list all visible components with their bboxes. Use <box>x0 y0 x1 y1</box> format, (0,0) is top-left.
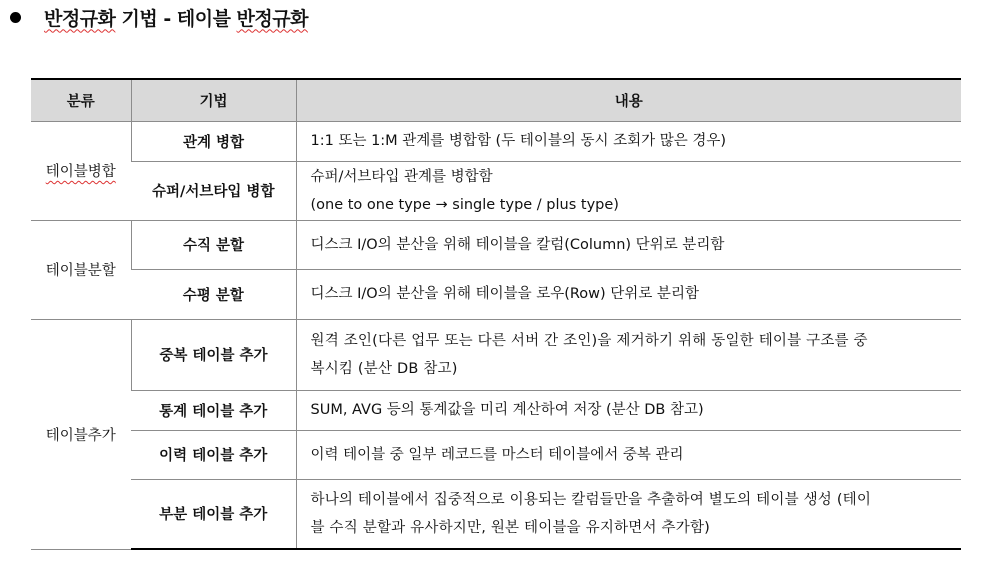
table-header-row <box>31 79 961 121</box>
content-line: 이력 테이블 중 일부 레코드를 마스터 테이블에서 중복 관리 <box>310 446 684 463</box>
content-cell <box>296 430 961 479</box>
title-word-2: 기법 - 테이블 <box>115 7 237 30</box>
content-cell <box>296 479 961 549</box>
table-row <box>31 269 961 319</box>
title-word-1: 반정규화 <box>44 7 116 30</box>
content-line: 원격 조인(다른 업무 또는 다른 서버 간 조인)을 제거하기 위해 동일한 테이블 구조를 중 <box>310 332 868 349</box>
section-heading <box>10 2 308 32</box>
table-row <box>31 390 961 430</box>
category-cell: 테이블분할 <box>31 220 131 319</box>
table-row <box>31 479 961 549</box>
technique-cell: 통계 테이블 추가 <box>131 390 296 430</box>
content-cell <box>296 220 961 269</box>
category-label: 테이블병합 <box>45 164 116 180</box>
content-cell <box>296 161 961 220</box>
header-category: 분류 <box>31 79 131 121</box>
content-cell <box>296 390 961 430</box>
category-cell <box>31 121 131 220</box>
content-line: SUM, AVG 등의 통계값을 미리 계산하여 저장 (분산 DB 참고) <box>310 402 704 418</box>
bullet-icon <box>10 12 21 23</box>
content-line: 1:1 또는 1:M 관계를 병합함 (두 테이블의 동시 조회가 많은 경우) <box>310 133 727 149</box>
table-row <box>31 430 961 479</box>
content-cell <box>296 319 961 390</box>
content-line: 디스크 I/O의 분산을 위해 테이블을 로우(Row) 단위로 분리함 <box>310 286 699 302</box>
technique-cell: 관계 병합 <box>131 121 296 161</box>
content-line: 디스크 I/O의 분산을 위해 테이블을 칼럼(Column) 단위로 분리함 <box>310 236 725 253</box>
header-content: 내용 <box>296 79 961 121</box>
category-cell: 테이블추가 <box>31 319 131 549</box>
title-word-3: 반정규화 <box>236 7 308 30</box>
technique-cell: 중복 테이블 추가 <box>131 319 296 390</box>
page-title <box>44 4 308 31</box>
content-line: (one to one type → single type / plus type) <box>310 196 619 213</box>
technique-cell: 수직 분할 <box>131 220 296 269</box>
technique-cell: 이력 테이블 추가 <box>131 430 296 479</box>
content-cell <box>296 269 961 319</box>
table-row <box>31 121 961 161</box>
content-line: 블 수직 분할과 유사하지만, 원본 테이블을 유지하면서 추가함) <box>310 519 711 536</box>
content-line: 복시킴 (분산 DB 참고) <box>310 360 458 377</box>
table-row <box>31 220 961 269</box>
content-line: 하나의 테이블에서 집중적으로 이용되는 칼럼들만을 추출하여 별도의 테이블 생성 (테이 <box>310 491 872 508</box>
denormalization-table <box>31 78 961 550</box>
header-technique: 기법 <box>131 79 296 121</box>
technique-cell: 부분 테이블 추가 <box>131 479 296 549</box>
table-row <box>31 319 961 390</box>
content-line: 슈퍼/서브타입 관계를 병합함 <box>310 168 493 185</box>
technique-cell: 슈퍼/서브타입 병합 <box>131 161 296 220</box>
content-cell <box>296 121 961 161</box>
table-row <box>31 161 961 220</box>
technique-cell: 수평 분할 <box>131 269 296 319</box>
